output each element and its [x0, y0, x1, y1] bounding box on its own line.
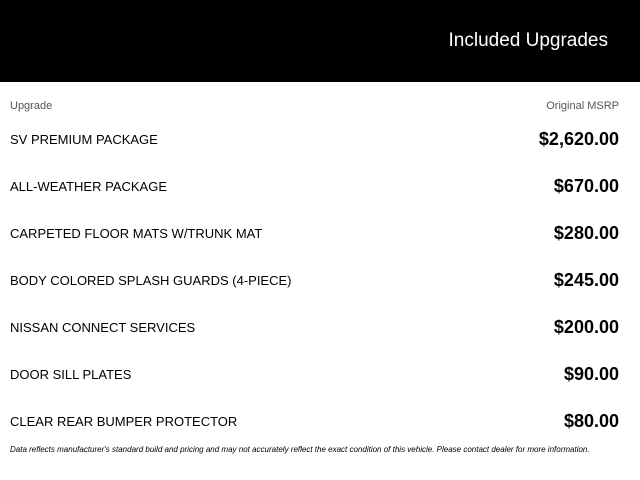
upgrade-price: $90.00 — [563, 364, 619, 384]
upgrade-name: CLEAR REAR BUMPER PROTECTOR — [10, 414, 238, 429]
upgrade-price: $80.00 — [563, 411, 619, 431]
upgrade-price: $280.00 — [553, 223, 619, 243]
upgrade-row — [0, 303, 640, 350]
upgrade-name: CARPETED FLOOR MATS W/TRUNK MAT — [10, 226, 263, 241]
disclaimer-text: Data reflects manufacturer's standard build and pricing and may not accurately reflect the exact condition of this vehicle. Please contact dealer for more information. — [10, 445, 590, 454]
upgrade-row — [0, 397, 640, 444]
upgrade-price: $670.00 — [553, 176, 619, 196]
upgrade-row — [0, 209, 640, 256]
upgrade-row — [0, 350, 640, 397]
header-bar — [0, 0, 640, 82]
column-header-upgrade: Upgrade — [10, 100, 53, 112]
upgrade-list — [0, 115, 640, 444]
upgrade-row — [0, 256, 640, 303]
upgrade-name: ALL-WEATHER PACKAGE — [10, 179, 167, 194]
upgrade-name: DOOR SILL PLATES — [10, 367, 132, 382]
upgrade-name: NISSAN CONNECT SERVICES — [10, 320, 196, 335]
upgrade-price: $245.00 — [553, 270, 619, 290]
upgrade-row — [0, 115, 640, 162]
column-header-msrp: Original MSRP — [546, 100, 619, 112]
upgrade-price: $200.00 — [553, 317, 619, 337]
upgrade-name: SV PREMIUM PACKAGE — [10, 132, 158, 147]
upgrade-name: BODY COLORED SPLASH GUARDS (4-PIECE) — [10, 273, 292, 288]
upgrade-price: $2,620.00 — [538, 129, 619, 149]
upgrade-row — [0, 162, 640, 209]
page-title: Included Upgrades — [448, 30, 608, 51]
